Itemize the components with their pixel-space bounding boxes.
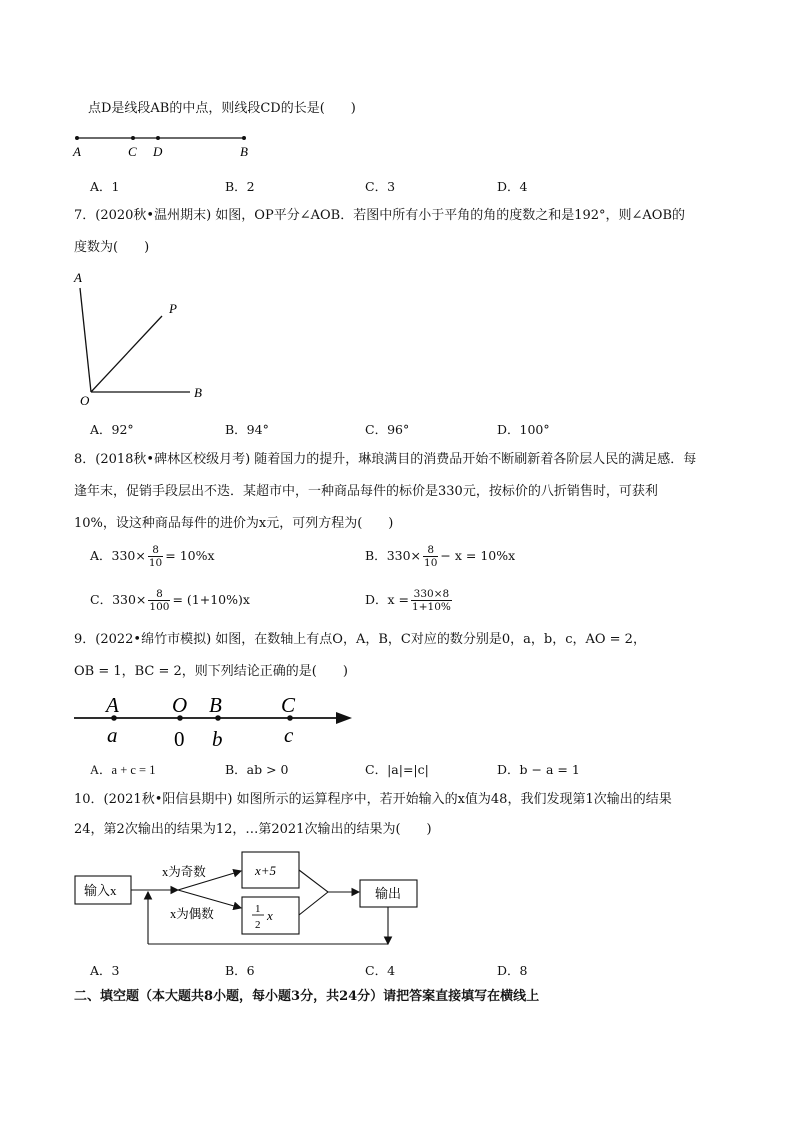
q7-line-2: 度数为( ) [74,240,150,255]
q8-option-a: A．330× $\frac{8}{10}$ = 10%x [90,544,215,569]
even-arrow [178,890,241,908]
q8-line-3: 10%，设这种商品每件的进价为x元，可列方程为( ) [74,516,394,531]
q10-line-1: 10．(2021秋•阳信县期中) 如图所示的运算程序中，若开始输入的x值为48，我们发现第1次输出的结果 [74,792,672,807]
section-2-heading: 二、填空题（本大题共8小题，每小题3分，共24分）请把答案直接填写在横线上 [74,989,540,1004]
q6-segment-figure [66,128,266,162]
label-b: B [240,144,248,159]
label-d: D [153,144,163,159]
q10-option-a: A．3 [90,963,120,978]
merge-top [299,870,328,892]
value-a: a [107,723,118,747]
q6-option-a: A．1 [90,179,120,194]
label-c: C [128,144,137,159]
q6-option-b: B．2 [225,179,255,194]
value-c: c [284,723,294,747]
point-d [156,136,160,140]
q10-flowchart [70,846,430,954]
label-a: A [106,693,119,717]
q9-option-c: C．|a|=|c| [365,762,429,777]
half-denominator: 2 [255,919,261,931]
even-label: x为偶数 [170,907,214,921]
q8-option-b: B．330× $\frac{8}{10}$ − x = 10%x [365,544,516,569]
q6-stem: 点D是线段AB的中点，则线段CD的长是( ) [88,101,356,116]
odd-label: x为奇数 [162,865,206,879]
q8-option-c: C．330× $\frac{8}{100}$ = (1+10%)x [90,588,250,613]
ray-oa [80,288,91,392]
value-b: b [212,727,223,751]
q6-option-d: D．4 [497,179,528,194]
label-c: C [281,693,296,717]
label-a: A [74,270,82,285]
q9-option-d: D．b − a = 1 [497,762,580,777]
q7-option-c: C．96° [365,422,410,437]
q8-line-2: 逢年末，促销手段层出不迭．某超市中，一种商品每件的标价是330元，按标价的八折销售时，可获利 [74,484,658,499]
q6-option-c: C．3 [365,179,396,194]
q7-option-d: D．100° [497,422,550,437]
q9-option-a: A．a + c = 1 [90,763,156,777]
label-o: O [172,693,188,717]
output-label: 输出 [375,886,402,901]
label-b: B [209,693,222,717]
q10-option-c: C．4 [365,963,396,978]
point-c [131,136,135,140]
merge-bottom [299,892,328,915]
q7-option-a: A．92° [90,422,134,437]
label-a: A [73,144,81,159]
half-x: x [267,908,273,923]
ray-op [91,316,162,392]
q9-number-line [70,688,360,752]
label-p: P [169,301,177,316]
input-label: 输入x [84,883,117,898]
label-b: B [194,385,202,400]
add-five-label: x+5 [255,863,277,878]
point-a [75,136,79,140]
q9-line-1: 9．(2022•绵竹市模拟) 如图，在数轴上有点O，A，B，C对应的数分别是0，a，b，c，AO = 2， [74,632,646,647]
q9-line-2: OB = 1，BC = 2，则下列结论正确的是( ) [74,664,348,679]
q7-option-b: B．94° [225,422,269,437]
q7-angle-figure [66,266,226,412]
q8-option-d: D．x = $\frac{330\times 8}{1+10\%}$ [365,588,451,613]
point-b [242,136,246,140]
q10-option-d: D．8 [497,963,528,978]
value-o: 0 [174,727,185,751]
q10-line-2: 24，第2次输出的结果为12，…第2021次输出的结果为( ) [74,822,432,837]
q7-line-1: 7．(2020秋•温州期末) 如图，OP平分∠AOB．若图中所有小于平角的角的度数之和是192°，则∠AOB的 [74,208,686,223]
label-o: O [80,393,90,408]
half-numerator: 1 [255,903,261,915]
q10-option-b: B．6 [225,963,255,978]
q8-line-1: 8．(2018秋•碑林区校级月考) 随着国力的提升，琳琅满目的消费品开始不断刷新着各阶层人民的满足感．每 [74,452,697,467]
q9-option-b: B．ab > 0 [225,762,289,777]
axis-arrow-icon [336,712,352,724]
